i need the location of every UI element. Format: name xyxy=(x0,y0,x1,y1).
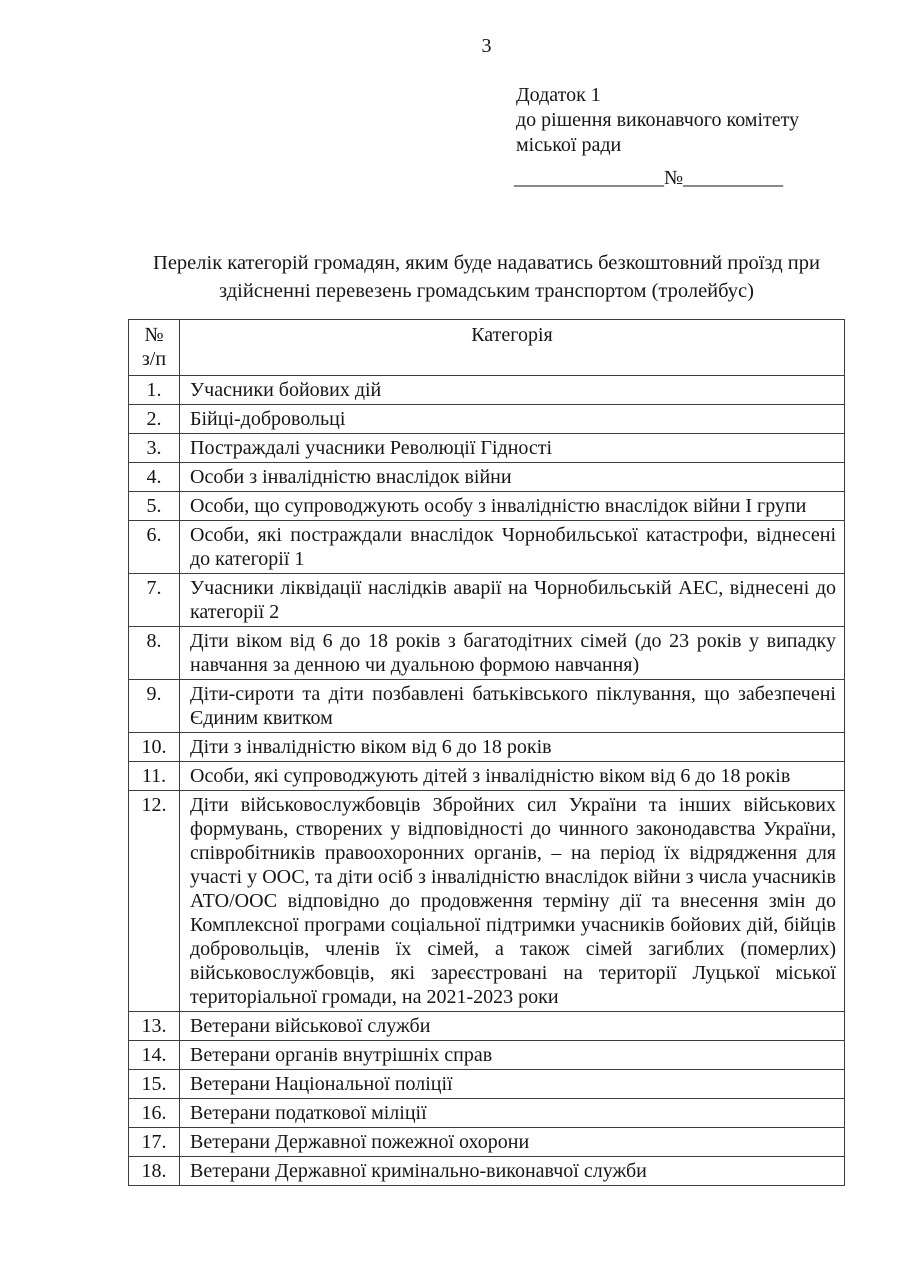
row-number: 15. xyxy=(129,1070,180,1099)
table-row xyxy=(129,1012,845,1041)
table-row xyxy=(129,1128,845,1157)
table-row xyxy=(129,463,845,492)
table-header xyxy=(129,320,845,376)
row-number: 11. xyxy=(129,762,180,791)
row-category: Ветерани податкової міліції xyxy=(180,1099,845,1128)
row-category: Діти віком від 6 до 18 років з багатодітних сімей (до 23 років у випадку навчання за денною чи дуальною формою навчання) xyxy=(180,627,845,680)
row-number: 13. xyxy=(129,1012,180,1041)
categories-table xyxy=(128,319,845,1186)
annex-subtitle-line1: до рішення виконавчого комітету xyxy=(516,109,800,131)
decision-number-blank-line: _______________№__________ xyxy=(514,167,784,189)
header-number-sign: № xyxy=(144,324,164,346)
page-number: 3 xyxy=(481,35,492,57)
table-row xyxy=(129,733,845,762)
row-number: 8. xyxy=(129,627,180,680)
row-number: 2. xyxy=(129,405,180,434)
table-row xyxy=(129,434,845,463)
row-category: Ветерани військової служби xyxy=(180,1012,845,1041)
row-category: Діти військовослужбовців Збройних сил України та інших військових формувань, створених у відповідності до чинного законодавства України, співробітників правоохоронних органів, – на період їх відрядження для участі у ООС, та діти осіб з інвалідністю внаслідок війни з числа учасників АТО/ООС відповідно до продовження терміну дії та внесення змін до Комплексної програми соціальної підтримки учасників бойових дій, бійців добровольців, членів їх сімей, а також сімей загиблих (померлих) військовослужбовців, які зареєстровані на території Луцької міської територіальної громади, на 2021-2023 роки xyxy=(180,791,845,1012)
annex-header xyxy=(516,83,799,158)
table-row xyxy=(129,627,845,680)
row-category: Учасники бойових дій xyxy=(180,376,845,405)
table-header-row xyxy=(129,320,845,376)
table-row xyxy=(129,521,845,574)
row-category: Діти-сироти та діти позбавлені батьківського піклування, що забезпечені Єдиним квитком xyxy=(180,680,845,733)
header-cell-category: Категорія xyxy=(180,320,845,376)
row-number: 3. xyxy=(129,434,180,463)
row-number: 1. xyxy=(129,376,180,405)
row-number: 18. xyxy=(129,1157,180,1186)
row-number: 12. xyxy=(129,791,180,1012)
table-row xyxy=(129,574,845,627)
row-category: Особи, які супроводжують дітей з інвалідністю віком від 6 до 18 років xyxy=(180,762,845,791)
row-category: Учасники ліквідації наслідків аварії на Чорнобильській АЕС, віднесені до категорії 2 xyxy=(180,574,845,627)
row-category: Ветерани Державної кримінально-виконавчої служби xyxy=(180,1157,845,1186)
table-row xyxy=(129,376,845,405)
row-category: Діти з інвалідністю віком від 6 до 18 років xyxy=(180,733,845,762)
table-row xyxy=(129,1070,845,1099)
row-category: Особи, які постраждали внаслідок Чорнобильської катастрофи, віднесені до категорії 1 xyxy=(180,521,845,574)
table-body xyxy=(129,376,845,1186)
annex-title: Додаток 1 xyxy=(516,84,601,106)
row-category: Ветерани органів внутрішніх справ xyxy=(180,1041,845,1070)
row-number: 10. xyxy=(129,733,180,762)
header-cell-number xyxy=(129,320,180,376)
row-category: Ветерани Державної пожежної охорони xyxy=(180,1128,845,1157)
row-category: Особи з інвалідністю внаслідок війни xyxy=(180,463,845,492)
row-number: 7. xyxy=(129,574,180,627)
row-number: 4. xyxy=(129,463,180,492)
table-row xyxy=(129,492,845,521)
table-row xyxy=(129,1099,845,1128)
annex-subtitle-line2: міської ради xyxy=(516,134,622,156)
table-row xyxy=(129,762,845,791)
row-category: Ветерани Національної поліції xyxy=(180,1070,845,1099)
header-number-caption: з/п xyxy=(141,348,167,370)
table-row xyxy=(129,680,845,733)
table-row xyxy=(129,791,845,1012)
row-number: 6. xyxy=(129,521,180,574)
row-category: Особи, що супроводжують особу з інвалідністю внаслідок війни І групи xyxy=(180,492,845,521)
row-number: 14. xyxy=(129,1041,180,1070)
row-number: 16. xyxy=(129,1099,180,1128)
table-row xyxy=(129,1157,845,1186)
document-title: Перелік категорій громадян, яким буде надаватись безкоштовний проїзд при здійсненні перевезень громадським транспортом (тролейбус) xyxy=(153,252,820,302)
row-category: Бійці-добровольці xyxy=(180,405,845,434)
row-number: 5. xyxy=(129,492,180,521)
row-number: 9. xyxy=(129,680,180,733)
table-row xyxy=(129,1041,845,1070)
table-row xyxy=(129,405,845,434)
row-number: 17. xyxy=(129,1128,180,1157)
row-category: Постраждалі учасники Революції Гідності xyxy=(180,434,845,463)
